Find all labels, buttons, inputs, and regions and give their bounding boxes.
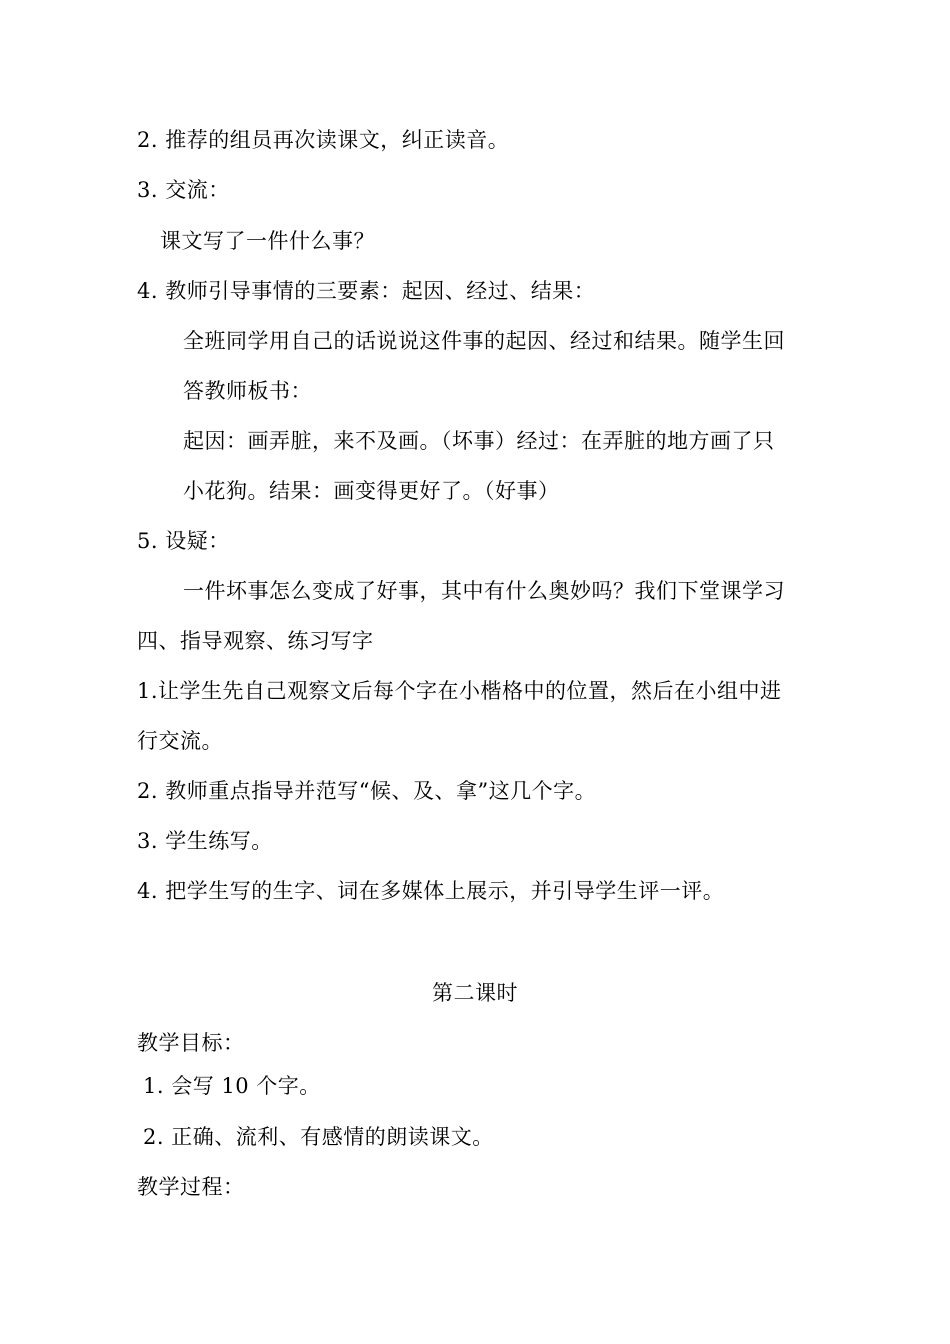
text-line-step2-read-again: 2. 推荐的组员再次读课文，纠正读音。 (137, 128, 510, 152)
text-line-class-retell: 全班同学用自己的话说说这件事的起因、经过和结果。随学生回 (183, 329, 785, 353)
text-line-cause-process: 起因：画弄脏，来不及画。（坏事）经过：在弄脏的地方画了只 (183, 429, 775, 453)
text-line-teaching-goals: 教学目标： (137, 1031, 245, 1055)
text-line-display-review: 4. 把学生写的生字、词在多媒体上展示，并引导学生评一评。 (137, 879, 725, 903)
text-line-question-what-happened: 课文写了一件什么事？ (160, 229, 375, 253)
text-line-goal-write-characters: 1. 会写 10 个字。 (143, 1074, 321, 1098)
section-heading-writing-practice: 四、指导观察、练习写字 (137, 629, 374, 653)
text-line-goal-read-aloud: 2. 正确、流利、有感情的朗读课文。 (143, 1125, 494, 1149)
text-line-teacher-demo: 2. 教师重点指导并范写“候、及、拿”这几个字。 (137, 779, 597, 803)
text-line-step5-question: 5. 设疑： (137, 529, 230, 553)
text-line-step4-three-elements: 4. 教师引导事情的三要素：起因、经过、结果： (137, 279, 596, 303)
text-line-result: 小花狗。结果：画变得更好了。（好事） (183, 479, 560, 503)
text-line-bad-to-good: 一件坏事怎么变成了好事，其中有什么奥妙吗？我们下堂课学习 (183, 579, 785, 603)
text-line-board-writing: 答教师板书： (183, 379, 312, 403)
text-line-step3-exchange: 3. 交流： (137, 178, 230, 202)
text-line-observe-characters: 1.让学生先自己观察文后每个字在小楷格中的位置，然后在小组中进 (137, 679, 782, 703)
text-line-teaching-process: 教学过程： (137, 1175, 245, 1199)
section-title-second-lesson: 第二课时 (432, 981, 518, 1005)
text-line-student-practice: 3. 学生练写。 (137, 829, 273, 853)
text-line-exchange: 行交流。 (137, 729, 223, 753)
